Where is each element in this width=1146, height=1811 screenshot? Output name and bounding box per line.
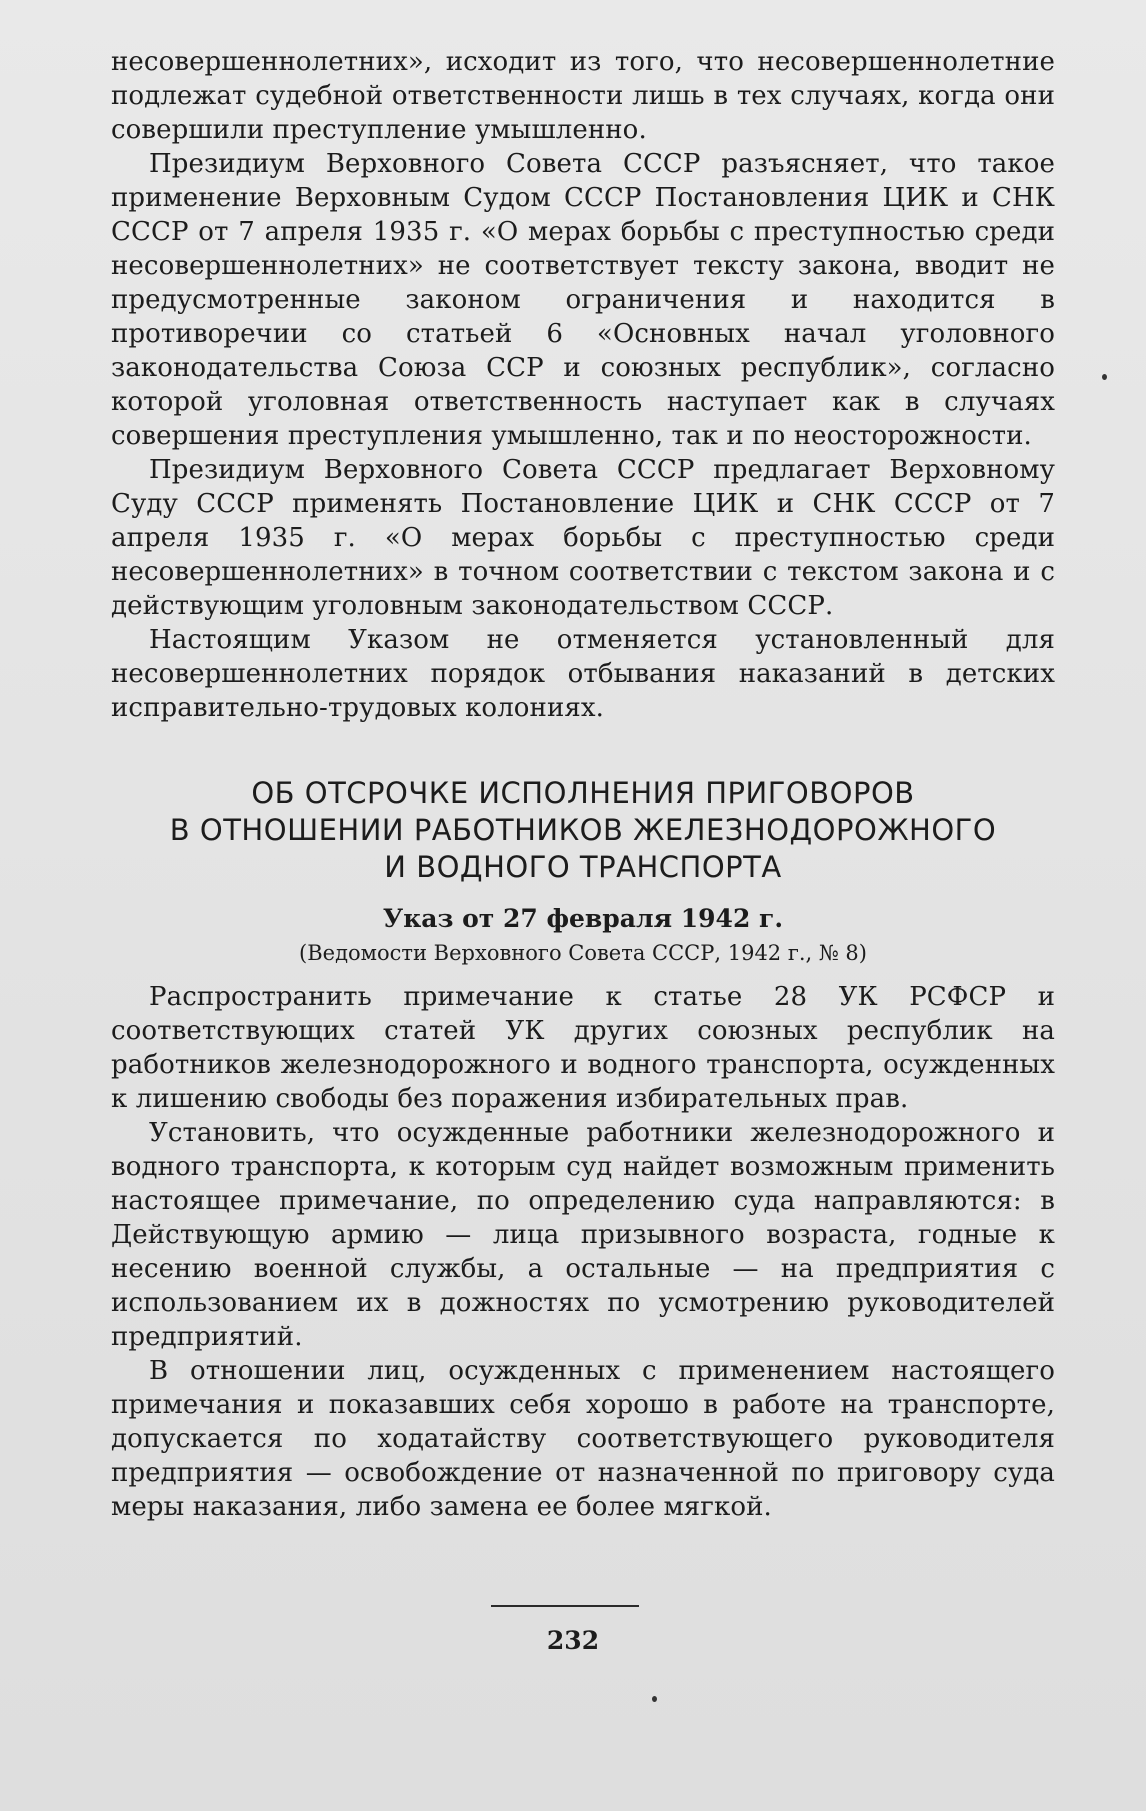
- decree-section: [111, 775, 1055, 1524]
- scan-speck: [652, 1696, 657, 1702]
- decree-heading-line: В ОТНОШЕНИИ РАБОТНИКОВ ЖЕЛЕЗНОДОРОЖНОГО: [169, 813, 997, 847]
- paragraph: Настоящим Указом не отменяется установленный для несовершеннолетних порядок отбывания наказаний в детских исправительно-трудовых колониях.: [111, 625, 1055, 723]
- decree-heading: [111, 775, 1055, 886]
- decree-heading-line: ОБ ОТСРОЧКЕ ИСПОЛНЕНИЯ ПРИГОВОРОВ: [251, 776, 915, 810]
- decree-source: (Ведомости Верховного Совета СССР, 1942 г., № 8): [299, 941, 867, 965]
- scan-speck: [1102, 374, 1107, 380]
- footer-rule: [491, 1605, 639, 1607]
- decree-heading-line: И ВОДНОГО ТРАНСПОРТА: [384, 850, 782, 884]
- section-gap: [111, 725, 1055, 775]
- paragraph: Распространить примечание к статье 28 УК РСФСР и соответствующих статей УК других союзных республик на работников железнодорожного и водного транспорта, осужденных к лишению свободы без поражения избирательных прав.: [111, 982, 1055, 1114]
- paragraph: Президиум Верховного Совета СССР предлагает Верховному Суду СССР применять Постановление ЦИК и СНК СССР от 7 апреля 1935 г. «О мерах борьбы с преступностью среди несовершеннолетних» в точном соответствии с текстом закона и с действующим уголовным законодательством СССР.: [111, 455, 1055, 621]
- page-number: 232: [546, 1626, 600, 1655]
- paragraph: Установить, что осужденные работники железнодорожного и водного транспорта, к которым суд найдет возможным применить настоящее примечание, по определению суда направляются: в Действующую армию — лица призывного возраста, годные к несению военной службы, а остальные — на предприятия с использованием их в дожностях по усмотрению руководителей предприятий.: [111, 1118, 1055, 1352]
- paragraph: несовершеннолетних», исходит из того, что несовершеннолетние подлежат судебной ответственности лишь в тех случаях, когда они совершили преступление умышленно.: [111, 47, 1055, 145]
- decree-title: Указ от 27 февраля 1942 г.: [382, 904, 784, 933]
- paragraph: В отношении лиц, осужденных с применением настоящего примечания и показавших себя хорошо в работе на транспорте, допускается по ходатайству соответствующего руководителя предприятия — освобождение от назначенной по приговору суда меры наказания, либо замена ее более мягкой.: [111, 1356, 1055, 1522]
- paragraph: Президиум Верховного Совета СССР разъясняет, что такое применение Верховным Судом СССР Постановления ЦИК и СНК СССР от 7 апреля 1935 г. «О мерах борьбы с преступностью среди несовершеннолетних» не соответствует тексту закона, вводит не предусмотренные законом ограничения и находится в противоречии со статьей 6 «Основных начал уголовного законодательства Союза ССР и союзных республик», согласно которой уголовная ответственность наступает как в случаях совершения преступления умышленно, так и по неосторожности.: [111, 149, 1055, 451]
- top-section: [111, 45, 1055, 725]
